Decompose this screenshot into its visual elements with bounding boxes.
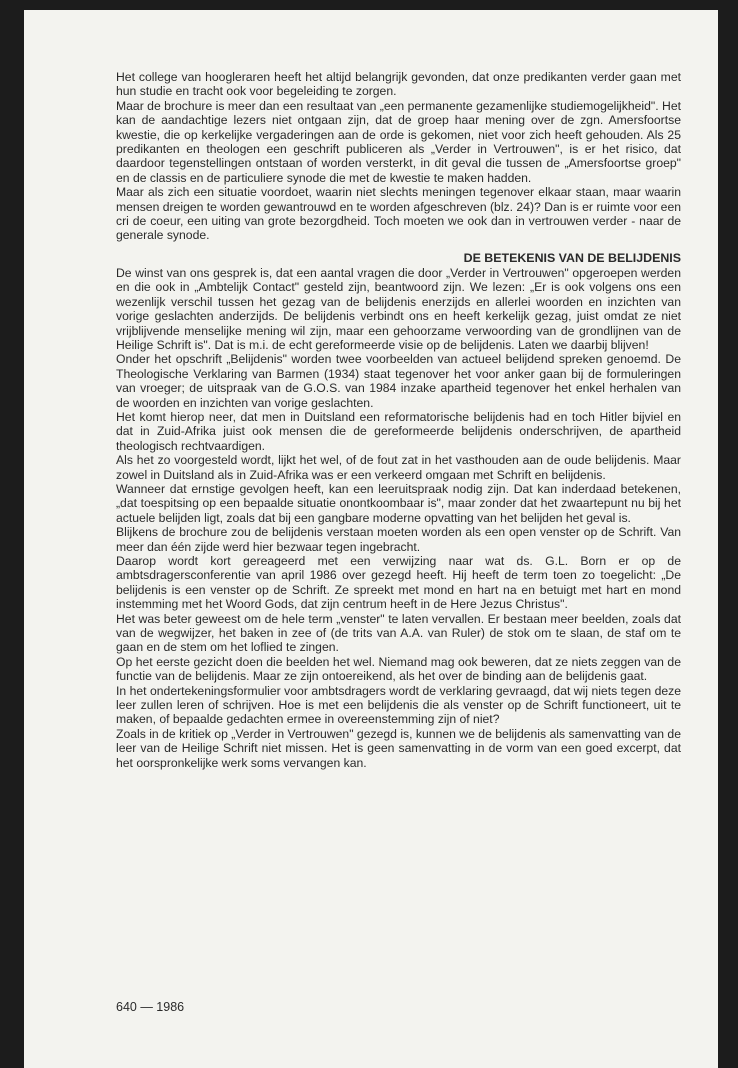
paragraph: Het was beter geweest om de hele term „venster" te laten vervallen. Er bestaan meer beelden, zoals dat van de wegwijzer, het baken in zee of (de trits van A.A. van Ruler) de stok om te slaan, de staf om te gaan en de stem om het loflied te zingen. [116, 611, 681, 655]
paragraph: Daarop wordt kort gereageerd met een verwijzing naar wat ds. G.L. Born er op de ambtsdragersconferentie van april 1986 over gezegd heeft. Hij heeft de term toen zo toegelicht: „De belijdenis is een venster op de Schrift. Ze spreekt met mond en hart na en betuigt met hart en mond instemming met het Woord Gods, dat zijn centrum heeft in de Here Jezus Christus". [116, 554, 681, 612]
paragraph: Onder het opschrift „Belijdenis" worden twee voorbeelden van actueel belijdend spreken genoemd. De Theologische Verklaring van Barmen (1934) staat tegenover het voor anker gaan bij de formuleringen van vroeger; de uitspraak van de G.O.S. van 1984 inzake apartheid tegenover het enkel herhalen van de woorden en inzichten van vorige geslachten. [116, 352, 681, 410]
page [24, 10, 718, 1068]
paragraph: Blijkens de brochure zou de belijdenis verstaan moeten worden als een open venster op de Schrift. Van meer dan één zijde werd hier bezwaar tegen ingebracht. [116, 525, 681, 554]
paragraph: Het komt hierop neer, dat men in Duitsland een reformatorische belijdenis had en toch Hitler bijviel en dat in Zuid-Afrika juist ook mensen die de gereformeerde belijdenis onderschrijven, de apartheid theologisch rechtvaardigen. [116, 409, 681, 453]
paragraph: Wanneer dat ernstige gevolgen heeft, kan een leeruitspraak nodig zijn. Dat kan inderdaad betekenen, „dat toespitsing op een bepaalde situatie onontkoombaar is", maar zonder dat het zwaartepunt nu bij het actuele belijden ligt, zoals dat bij een gangbare moderne opvatting van het belijden het geval is. [116, 481, 681, 525]
page-number: 640 — 1986 [116, 1000, 185, 1014]
section-heading: DE BETEKENIS VAN DE BELIJDENIS [463, 250, 681, 265]
paragraph: Op het eerste gezicht doen die beelden het wel. Niemand mag ook beweren, dat ze niets zeggen van de functie van de belijdenis. Maar ze zijn ontoereikend, als het over de binding aan de belijdenis gaat. [116, 654, 681, 684]
paragraph: Maar als zich een situatie voordoet, waarin niet slechts meningen tegenover elkaar staan, maar waarin mensen dreigen te worden gewantrouwd en te worden afgeschreven (blz. 24)? Dan is er ruimte voor een cri de coeur, een uiting van grote bezorgdheid. Toch moeten we ook dan in vertrouwen verder - naar de generale synode. [116, 185, 682, 243]
paragraph: Zoals in de kritiek op „Verder in Vertrouwen" gezegd is, kunnen we de belijdenis als samenvatting van de leer van de Heilige Schrift niet missen. Het is geen samenvatting in de vorm van een goed excerpt, dat het oorspronkelijke werk soms vervangen kan. [116, 726, 681, 770]
paragraph: Het college van hoogleraren heeft het altijd belangrijk gevonden, dat onze predikanten verder gaan met hun studie en tracht ook voor begeleiding te zorgen. [116, 70, 681, 99]
paragraph: In het ondertekeningsformulier voor ambtsdragers wordt de verklaring gevraagd, dat wij niets tegen deze leer zullen leren of schrijven. Hoe is met een belijdenis die als venster op de Schrift functioneert, uit te maken, of bepaalde gedachten ermee in overeenstemming zijn of niet? [116, 683, 681, 727]
paragraph: Maar de brochure is meer dan een resultaat van „een permanente gezamenlijke studiemogelijkheid". Het kan de aandachtige lezers niet ontgaan zijn, dat de groep haar mening over de zgn. Amersfoortse kwestie, die op kerkelijke vergaderingen aan de orde is gekomen, niet voor zich heeft gehouden. Als 25 predikanten en theologen een geschrift publiceren als „Verder in Vertrouwen", is er het risico, dat daardoor tegenstellingen ontstaan of worden versterkt, in dit geval die tussen de „Amersfoortse groep" en de classis en de particuliere synode die met de kwestie te maken hadden. [116, 98, 681, 185]
paragraph: De winst van ons gesprek is, dat een aantal vragen die door „Verder in Vertrouwen" opgeroepen werden en die ook in „Ambtelijk Contact" gesteld zijn, beantwoord zijn. We lezen: „Er is ook volgens ons een wezenlijk verschil tussen het gezag van de belijdenis enerzijds en allerlei woorden en inzichten van vorige geslachten anderzijds. De belijdenis verbindt ons en heeft kerkelijk gezag, juist omdat ze niet vrijblijvende menselijke mening wil zijn, maar een gehoorzame verwoording van de grondlijnen van de Heilige Schrift is". Dat is m.i. de echt gereformeerde visie op de belijdenis. Laten we daarbij blijven! [116, 265, 681, 352]
article-body [116, 70, 681, 770]
paragraph: Als het zo voorgesteld wordt, lijkt het wel, of de fout zat in het vasthouden aan de oude belijdenis. Maar zowel in Duitsland als in Zuid-Afrika was er een verkeerd omgaan met Schrift en belijdenis. [116, 453, 681, 482]
